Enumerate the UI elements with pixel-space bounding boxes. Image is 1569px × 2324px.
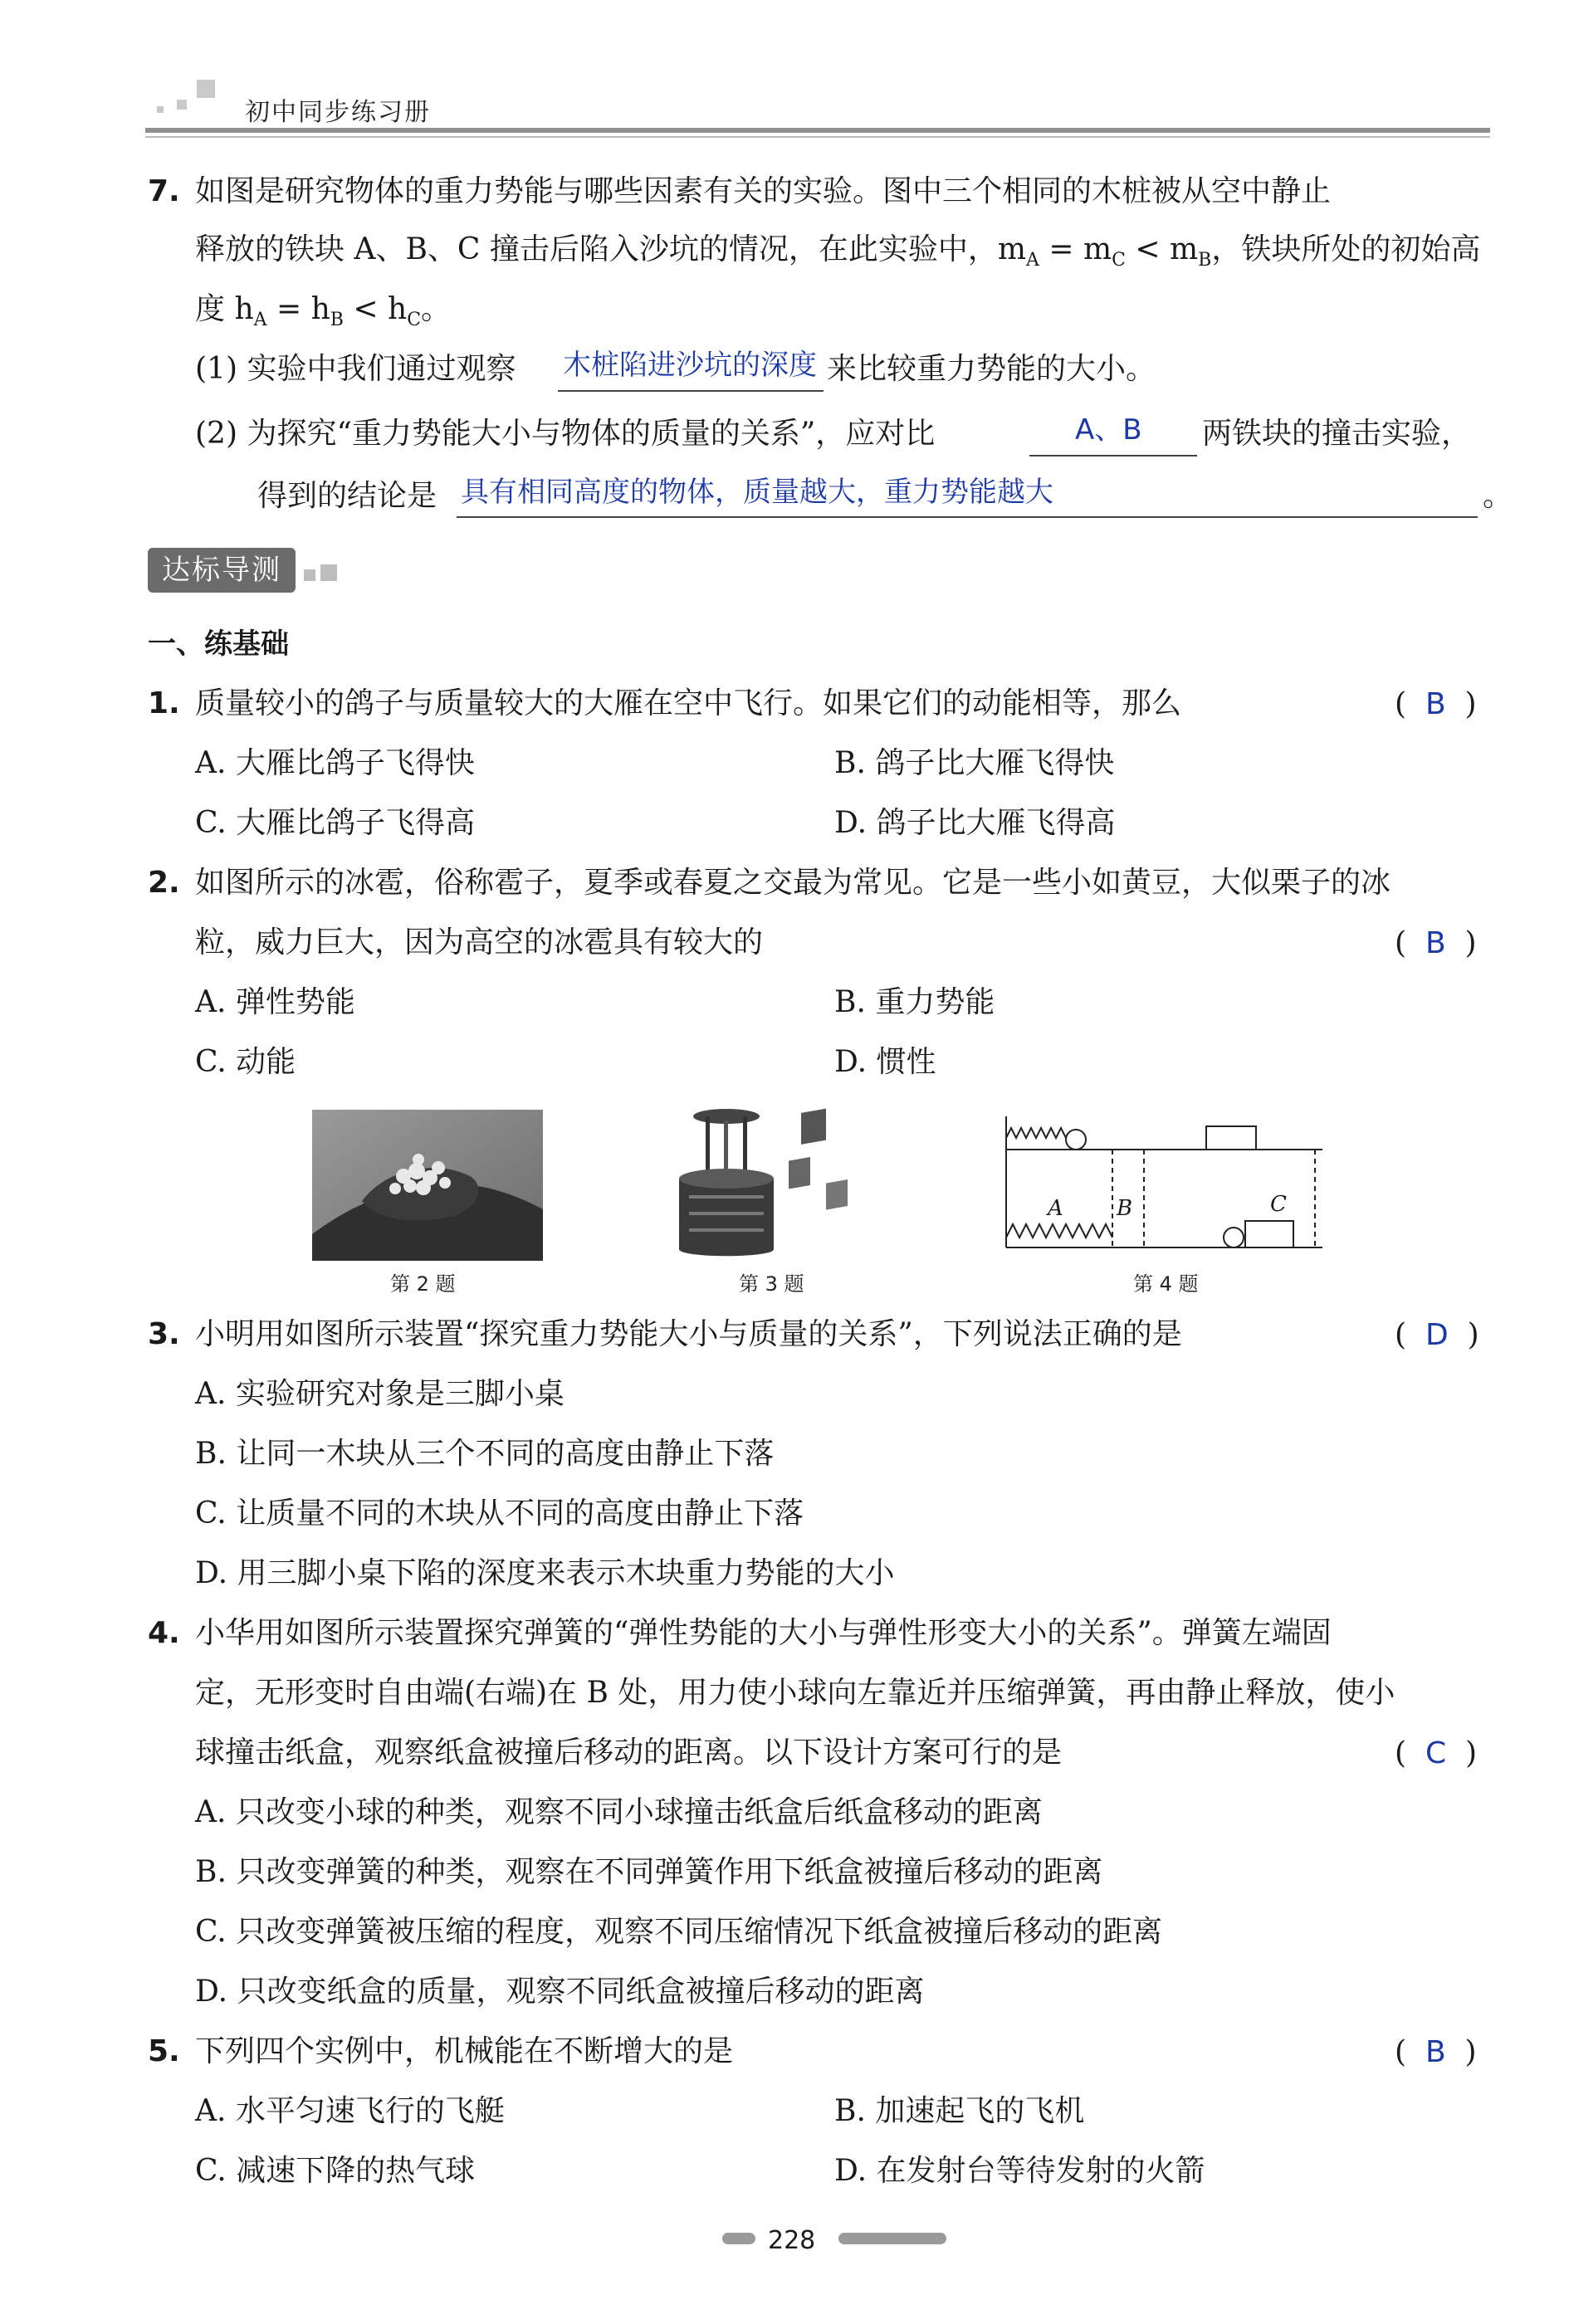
section-heading: 一、练基础 [148, 627, 289, 661]
option-a: A. 实验研究对象是三脚小桌 [195, 1377, 565, 1411]
figure-2-caption: 第 2 题 [390, 1272, 456, 1296]
hailstones-photo [312, 1110, 543, 1261]
question-text: 小华用如图所示装置探究弹簧的“弹性势能的大小与弹性形变大小的关系”。弹簧左端固 [195, 1616, 1332, 1650]
subquestion-2-text: 两铁块的撞击实验， [1202, 417, 1472, 451]
option-b: B. 重力势能 [834, 985, 995, 1019]
spring-apparatus-diagram [1003, 1108, 1327, 1257]
question-text: 度 $h_A = h_B < h_C$。 [195, 292, 452, 331]
handwritten-answer: B [1425, 926, 1446, 960]
option-c: C. 减速下降的热气球 [195, 2154, 476, 2188]
handwritten-answer: A、B [1075, 413, 1142, 447]
option-c: C. 让质量不同的木块从不同的高度由静止下落 [195, 1496, 804, 1531]
option-d: D. 鸽子比大雁飞得高 [834, 806, 1116, 840]
question-text: 下列四个实例中，机械能在不断增大的是 [195, 2034, 734, 2068]
question-text: 如图所示的冰雹，俗称雹子，夏季或春夏之交最为常见。它是一些小如黄豆，大似栗子的冰 [195, 866, 1391, 900]
page-number: 228 [768, 2226, 816, 2255]
section-badge: 达标导测 [148, 548, 296, 593]
header-decor-square [157, 106, 164, 113]
handwritten-answer: 具有相同高度的物体，质量越大，重力势能越大 [461, 476, 1053, 509]
option-a: A. 只改变小球的种类，观察不同小球撞击纸盒后纸盒移动的距离 [195, 1795, 1043, 1829]
page-header [145, 73, 1490, 148]
subquestion-1-text: (1) 实验中我们通过观察 [195, 352, 516, 386]
option-a: A. 大雁比鸽子飞得快 [195, 746, 475, 780]
handwritten-answer: D [1425, 1318, 1449, 1352]
badge-decor-square [304, 569, 315, 581]
option-a: A. 水平匀速飞行的飞艇 [195, 2094, 505, 2128]
question-number: 4. [148, 1616, 180, 1650]
header-decor-square [197, 80, 215, 98]
option-c: C. 动能 [195, 1045, 296, 1079]
figure-4-label-b: B [1117, 1196, 1133, 1221]
figure-4-label-a: A [1048, 1196, 1063, 1221]
option-b: B. 加速起飞的飞机 [834, 2094, 1085, 2128]
handwritten-answer: B [1425, 2035, 1446, 2069]
footer-decor-bar [722, 2233, 755, 2244]
figure-3-caption: 第 3 题 [739, 1272, 804, 1296]
question-number: 1. [148, 686, 180, 720]
option-b: B. 让同一木块从三个不同的高度由静止下落 [195, 1437, 775, 1471]
header-rule [145, 128, 1490, 133]
handwritten-answer: C [1425, 1736, 1447, 1770]
question-number: 5. [148, 2034, 180, 2068]
option-d: D. 只改变纸盒的质量，观察不同纸盒被撞后移动的距离 [195, 1975, 925, 2009]
question-text: 小明用如图所示装置“探究重力势能大小与质量的关系”，下列说法正确的是 [195, 1317, 1182, 1351]
subquestion-2-text: (2) 为探究“重力势能大小与物体的质量的关系”，应对比 [195, 417, 936, 451]
option-a: A. 弹性势能 [195, 985, 355, 1019]
figure-4-caption: 第 4 题 [1133, 1272, 1199, 1296]
badge-decor-square [320, 564, 337, 581]
header-rule-thin [145, 136, 1490, 138]
period: 。 [1483, 479, 1513, 513]
handwritten-answer: B [1425, 687, 1446, 721]
answer-blank [1029, 455, 1197, 456]
question-text: 粒，威力巨大，因为高空的冰雹具有较大的 [195, 925, 764, 959]
question-text: 质量较小的鸽子与质量较大的大雁在空中飞行。如果它们的动能相等，那么 [195, 686, 1182, 720]
option-d: D. 在发射台等待发射的火箭 [834, 2154, 1205, 2188]
answer-paren: ( B ) [1395, 2035, 1477, 2069]
footer-decor-bar [838, 2233, 946, 2244]
figure-4-label-c: C [1270, 1192, 1287, 1217]
option-b: B. 只改变弹簧的种类，观察在不同弹簧作用下纸盒被撞后移动的距离 [195, 1855, 1103, 1889]
option-b: B. 鸽子比大雁飞得快 [834, 746, 1115, 780]
question-text: 定，无形变时自由端(右端)在 B 处，用力使小球向左靠近并压缩弹簧，再由静止释放，使小 [195, 1676, 1395, 1710]
answer-paren: ( D ) [1395, 1318, 1479, 1352]
subquestion-1-text: 来比较重力势能的大小。 [827, 352, 1156, 386]
option-c: C. 大雁比鸽子飞得高 [195, 806, 476, 840]
answer-paren: ( C ) [1395, 1736, 1478, 1770]
header-decor-square [177, 100, 187, 110]
answer-paren: ( B ) [1395, 926, 1477, 960]
subquestion-2-text: 得到的结论是 [257, 479, 437, 513]
question-number: 7. [148, 174, 180, 208]
option-d: D. 用三脚小桌下陷的深度来表示木块重力势能的大小 [195, 1556, 895, 1590]
answer-blank [558, 390, 824, 392]
answer-blank [457, 516, 1478, 518]
option-d: D. 惯性 [834, 1045, 936, 1079]
book-title: 初中同步练习册 [245, 98, 431, 127]
question-number: 3. [148, 1317, 180, 1351]
question-text: 如图是研究物体的重力势能与哪些因素有关的实验。图中三个相同的木桩被从空中静止 [195, 174, 1332, 208]
option-c: C. 只改变弹簧被压缩的程度，观察不同压缩情况下纸盒被撞后移动的距离 [195, 1915, 1163, 1949]
sand-stool-apparatus [664, 1104, 872, 1262]
handwritten-answer: 木桩陷进沙坑的深度 [563, 349, 817, 382]
question-text: 释放的铁块 A、B、C 撞击后陷入沙坑的情况，在此实验中，$m_A = m_C < m_B$，铁块所处的初始高 [195, 232, 1481, 271]
question-number: 2. [148, 866, 180, 900]
question-text: 球撞击纸盒，观察纸盒被撞后移动的距离。以下设计方案可行的是 [195, 1736, 1063, 1770]
answer-paren: ( B ) [1395, 687, 1477, 721]
